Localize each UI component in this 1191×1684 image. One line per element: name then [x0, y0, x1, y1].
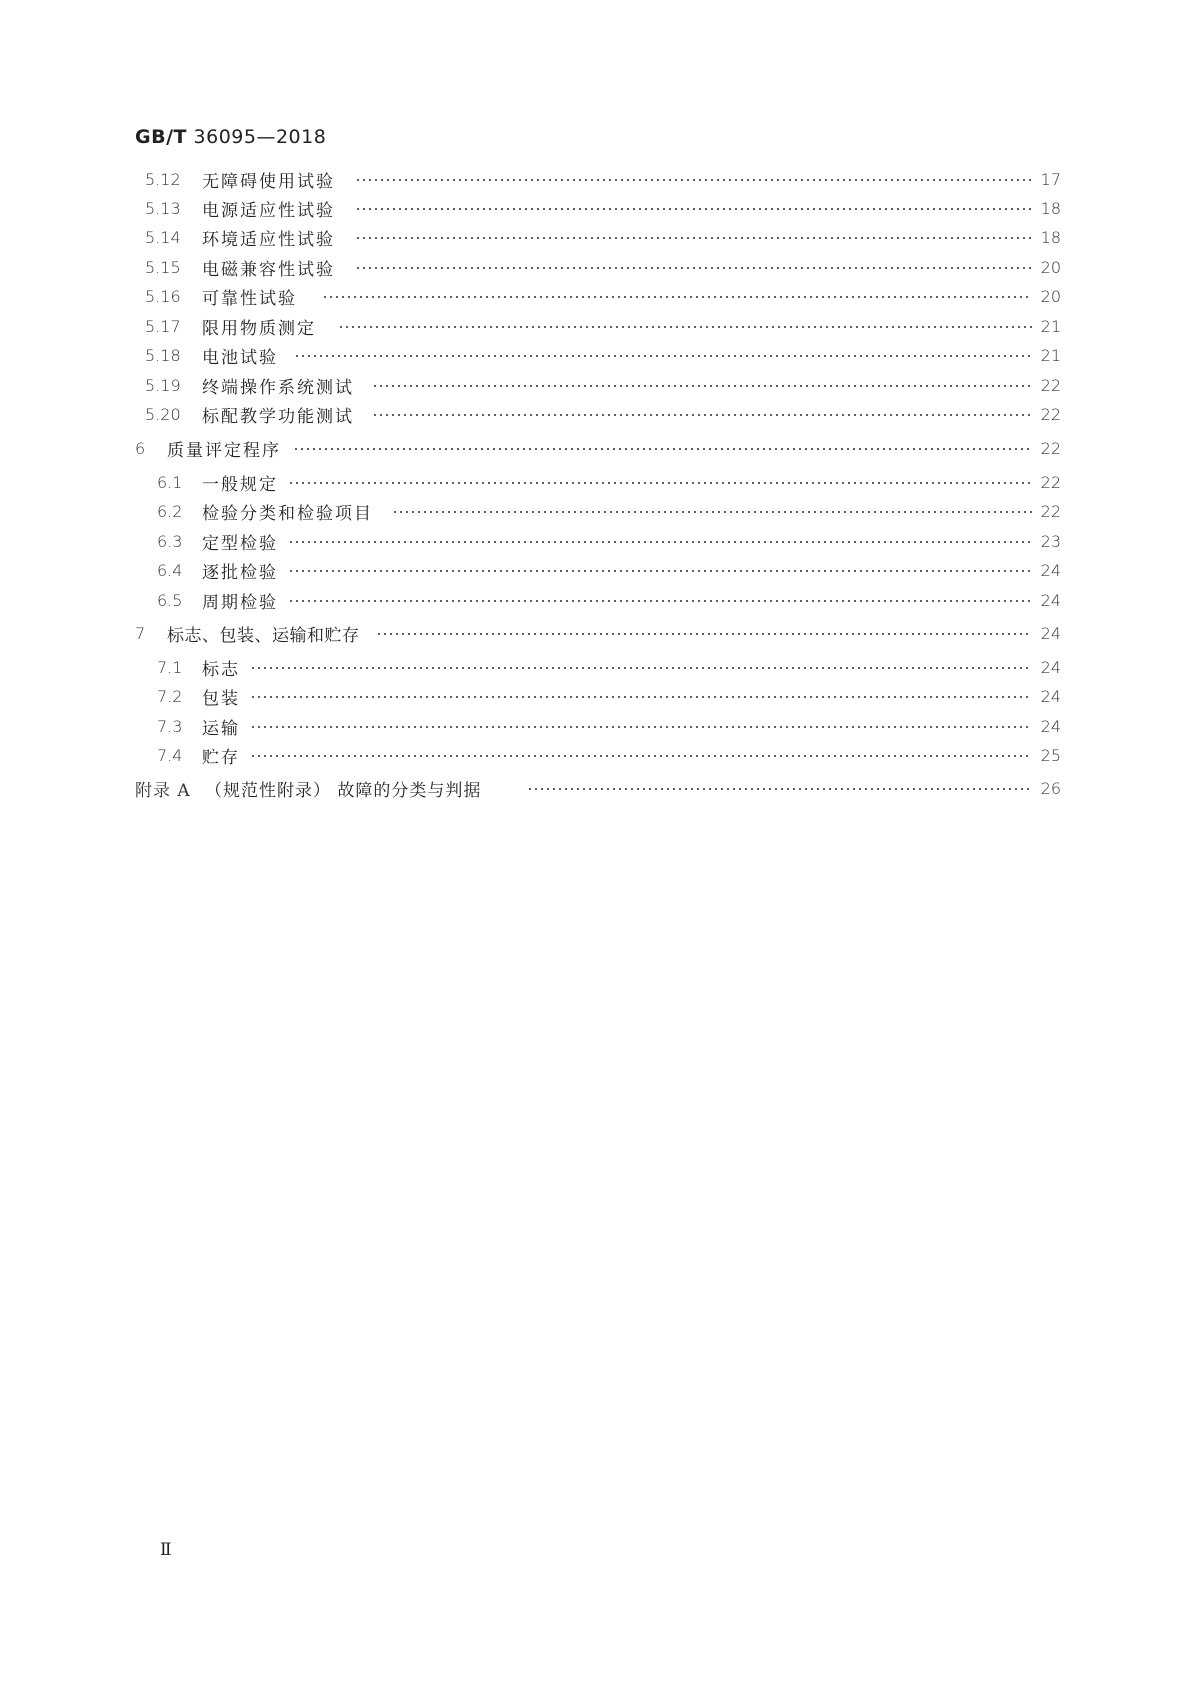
toc-title: 包装	[202, 688, 240, 709]
toc-title: （规范性附录） 故障的分类与判据	[205, 780, 482, 801]
toc-leader-dots	[338, 326, 1032, 328]
toc-entry[interactable]	[0, 685, 1191, 707]
toc-title: 一般规定	[202, 474, 278, 495]
toc-page: 24	[1040, 686, 1061, 706]
toc-entry[interactable]	[0, 559, 1191, 581]
toc-chapter-entry[interactable]	[0, 622, 1191, 644]
toc-leader-dots	[288, 600, 1032, 602]
toc-entry[interactable]	[0, 656, 1191, 678]
toc-leader-dots	[288, 570, 1032, 572]
toc-title: 可靠性试验	[202, 288, 297, 309]
toc-number: 5.20	[145, 404, 181, 424]
doc-number: 36095—2018	[193, 126, 327, 148]
toc-title: 贮存	[202, 747, 240, 768]
toc-page: 24	[1040, 590, 1061, 610]
toc-entry[interactable]	[0, 315, 1191, 337]
toc-number: 5.14	[145, 227, 181, 247]
toc-page: 24	[1040, 623, 1061, 643]
toc-chapter-entry[interactable]	[0, 437, 1191, 459]
toc-page: 22	[1040, 472, 1061, 492]
toc-title: 运输	[202, 718, 240, 739]
toc-entry[interactable]	[0, 226, 1191, 248]
toc-leader-dots	[288, 541, 1032, 543]
toc-number: 6	[135, 438, 146, 458]
toc-page: 21	[1040, 345, 1061, 365]
toc-entry[interactable]	[0, 197, 1191, 219]
toc-entry[interactable]	[0, 285, 1191, 307]
toc-entry[interactable]	[0, 530, 1191, 552]
toc-number: 6.2	[157, 501, 183, 521]
toc-leader-dots	[293, 448, 1032, 450]
toc-number: 7.1	[157, 657, 183, 677]
toc-title: 电池试验	[202, 347, 278, 368]
toc-page: 17	[1040, 169, 1061, 189]
toc-number: 7	[135, 623, 146, 643]
toc-page: 21	[1040, 316, 1061, 336]
page-number-footer: Ⅱ	[160, 1540, 172, 1560]
toc-title: 环境适应性试验	[202, 229, 335, 250]
toc-entry[interactable]	[0, 589, 1191, 611]
toc-title: 质量评定程序	[167, 440, 281, 461]
toc-entry[interactable]	[0, 715, 1191, 737]
toc-title: 电磁兼容性试验	[202, 259, 335, 280]
toc-leader-dots	[355, 267, 1032, 269]
toc-number: 5.16	[145, 286, 181, 306]
toc-number: 5.17	[145, 316, 181, 336]
toc-title: 电源适应性试验	[202, 200, 335, 221]
toc-page: 18	[1040, 198, 1061, 218]
toc-page: 24	[1040, 560, 1061, 580]
toc-page: 24	[1040, 657, 1061, 677]
toc-title: 标配教学功能测试	[202, 406, 354, 427]
toc-page: 20	[1040, 286, 1061, 306]
toc-leader-dots	[288, 482, 1032, 484]
toc-page: 25	[1040, 745, 1061, 765]
toc-entry[interactable]	[0, 168, 1191, 190]
toc-leader-dots	[250, 696, 1032, 698]
toc-leader-dots	[355, 208, 1032, 210]
toc-annex-entry[interactable]	[0, 777, 1191, 799]
toc-number: 5.13	[145, 198, 181, 218]
toc-entry[interactable]	[0, 403, 1191, 425]
toc-entry[interactable]	[0, 344, 1191, 366]
toc-leader-dots	[250, 667, 1032, 669]
toc-page: 22	[1040, 375, 1061, 395]
toc-page: 24	[1040, 716, 1061, 736]
toc-number: 6.4	[157, 560, 183, 580]
toc-leader-dots	[527, 788, 1032, 790]
toc-number: 7.3	[157, 716, 183, 736]
toc-leader-dots	[250, 755, 1032, 757]
toc-page: 20	[1040, 257, 1061, 277]
toc-number: 7.2	[157, 686, 183, 706]
toc-title: 检验分类和检验项目	[202, 503, 373, 524]
toc-title: 标志	[202, 659, 240, 680]
toc-title: 无障碍使用试验	[202, 171, 335, 192]
toc-number: 5.15	[145, 257, 181, 277]
toc-leader-dots	[372, 414, 1032, 416]
toc-title: 周期检验	[202, 592, 278, 613]
toc-page: 22	[1040, 404, 1061, 424]
toc-title: 限用物质测定	[202, 318, 316, 339]
toc-leader-dots	[372, 385, 1032, 387]
toc-number: 附录 A	[135, 780, 191, 801]
toc-leader-dots	[250, 726, 1032, 728]
toc-page: 18	[1040, 227, 1061, 247]
toc-number: 5.19	[145, 375, 181, 395]
toc-number: 5.12	[145, 169, 181, 189]
toc-page: 22	[1040, 438, 1061, 458]
toc-entry[interactable]	[0, 471, 1191, 493]
toc-entry[interactable]	[0, 500, 1191, 522]
toc-number: 5.18	[145, 345, 181, 365]
toc-number: 6.3	[157, 531, 183, 551]
toc-title: 定型检验	[202, 533, 278, 554]
toc-page: 22	[1040, 501, 1061, 521]
toc-leader-dots	[294, 355, 1032, 357]
toc-leader-dots	[376, 633, 1032, 635]
toc-entry[interactable]	[0, 256, 1191, 278]
toc-title: 逐批检验	[202, 562, 278, 583]
toc-leader-dots	[392, 511, 1032, 513]
toc-entry[interactable]	[0, 374, 1191, 396]
document-identifier	[135, 126, 326, 148]
toc-number: 6.1	[157, 472, 183, 492]
toc-leader-dots	[355, 237, 1032, 239]
toc-leader-dots	[322, 296, 1032, 298]
toc-page: 23	[1040, 531, 1061, 551]
toc-number: 6.5	[157, 590, 183, 610]
toc-title: 终端操作系统测试	[202, 377, 354, 398]
toc-title: 标志、包装、运输和贮存	[167, 625, 360, 646]
toc-page: 26	[1040, 778, 1061, 798]
doc-prefix: GB/T	[135, 126, 187, 148]
toc-number: 7.4	[157, 745, 183, 765]
toc-entry[interactable]	[0, 744, 1191, 766]
toc-leader-dots	[355, 179, 1032, 181]
